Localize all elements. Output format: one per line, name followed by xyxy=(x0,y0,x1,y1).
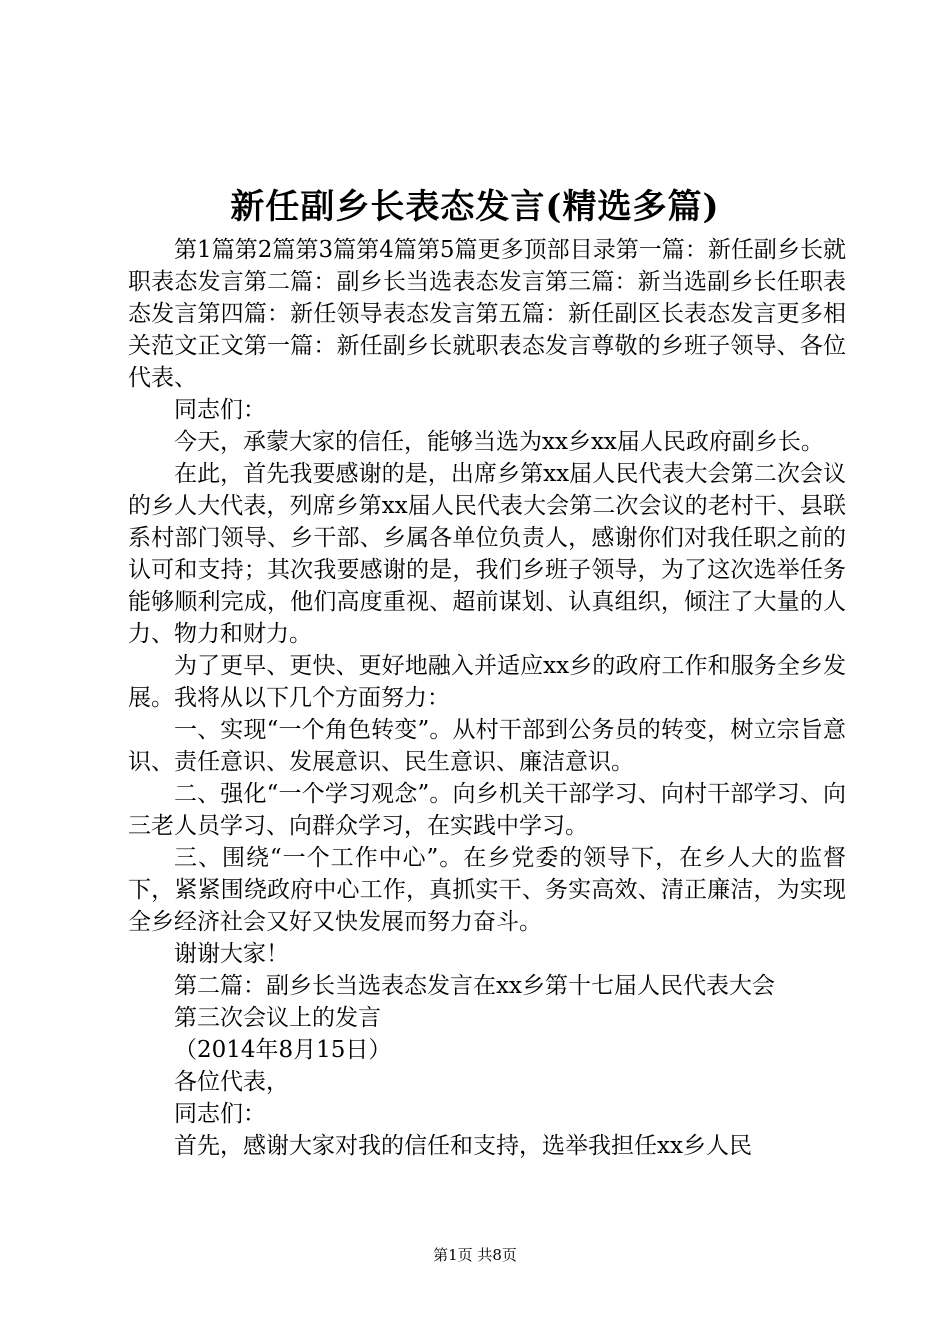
page-footer: 第1页 共8页 xyxy=(433,1246,517,1264)
paragraph-thanks: 在此，首先我要感谢的是，出席乡第xx届人民代表大会第二次会议的乡人大代表，列席乡第xx届人民代表大会第二次会议的老村干、县联系村部门领导、乡干部、乡属各单位负责人，感谢你们对我任职之前的认可和支持；其次我要感谢的是，我们乡班子领导，为了这次选举任务能够顺利完成，他们高度重视、超前谋划、认真组织，倾注了大量的人力、物力和财力。 xyxy=(128,461,846,647)
paragraph-date: （2014年8月15日） xyxy=(174,1037,392,1063)
document-body xyxy=(128,234,846,1162)
paragraph-opening: 今天，承蒙大家的信任，能够当选为xx乡xx届人民政府副乡长。 xyxy=(174,429,824,455)
paragraph-closing: 谢谢大家！ xyxy=(174,941,289,967)
paragraph-second-heading: 第二篇：副乡长当选表态发言在xx乡第十七届人民代表大会 xyxy=(174,973,775,999)
paragraph-second-opening: 首先，感谢大家对我的信任和支持，选举我担任xx乡人民 xyxy=(174,1133,752,1159)
paragraph-intent: 为了更早、更快、更好地融入并适应xx乡的政府工作和服务全乡发展。我将从以下几个方面努力： xyxy=(128,653,846,711)
paragraph-address-comrades: 同志们： xyxy=(174,1101,266,1127)
paragraph-salutation: 同志们： xyxy=(174,397,266,423)
paragraph-second-subheading: 第三次会议上的发言 xyxy=(174,1005,381,1031)
paragraph-address-delegates: 各位代表， xyxy=(174,1069,289,1095)
paragraph-point-three: 三、围绕“一个工作中心”。在乡党委的领导下，在乡人大的监督下，紧紧围绕政府中心工作，真抓实干、务实高效、清正廉洁，为实现全乡经济社会又好又快发展而努力奋斗。 xyxy=(128,845,846,935)
paragraph-toc: 第1篇第2篇第3篇第4篇第5篇更多顶部目录第一篇：新任副乡长就职表态发言第二篇：副乡长当选表态发言第三篇：新当选副乡长任职表态发言第四篇：新任领导表态发言第五篇：新任副区长表态发言更多相关范文正文第一篇：新任副乡长就职表态发言尊敬的乡班子领导、各位代表、 xyxy=(128,237,846,391)
document-title: 新任副乡长表态发言(精选多篇) xyxy=(230,187,720,227)
paragraph-point-one: 一、实现“一个角色转变”。从村干部到公务员的转变，树立宗旨意识、责任意识、发展意识、民生意识、廉洁意识。 xyxy=(128,717,846,775)
paragraph-point-two: 二、强化“一个学习观念”。向乡机关干部学习、向村干部学习、向三老人员学习、向群众学习，在实践中学习。 xyxy=(128,781,846,839)
